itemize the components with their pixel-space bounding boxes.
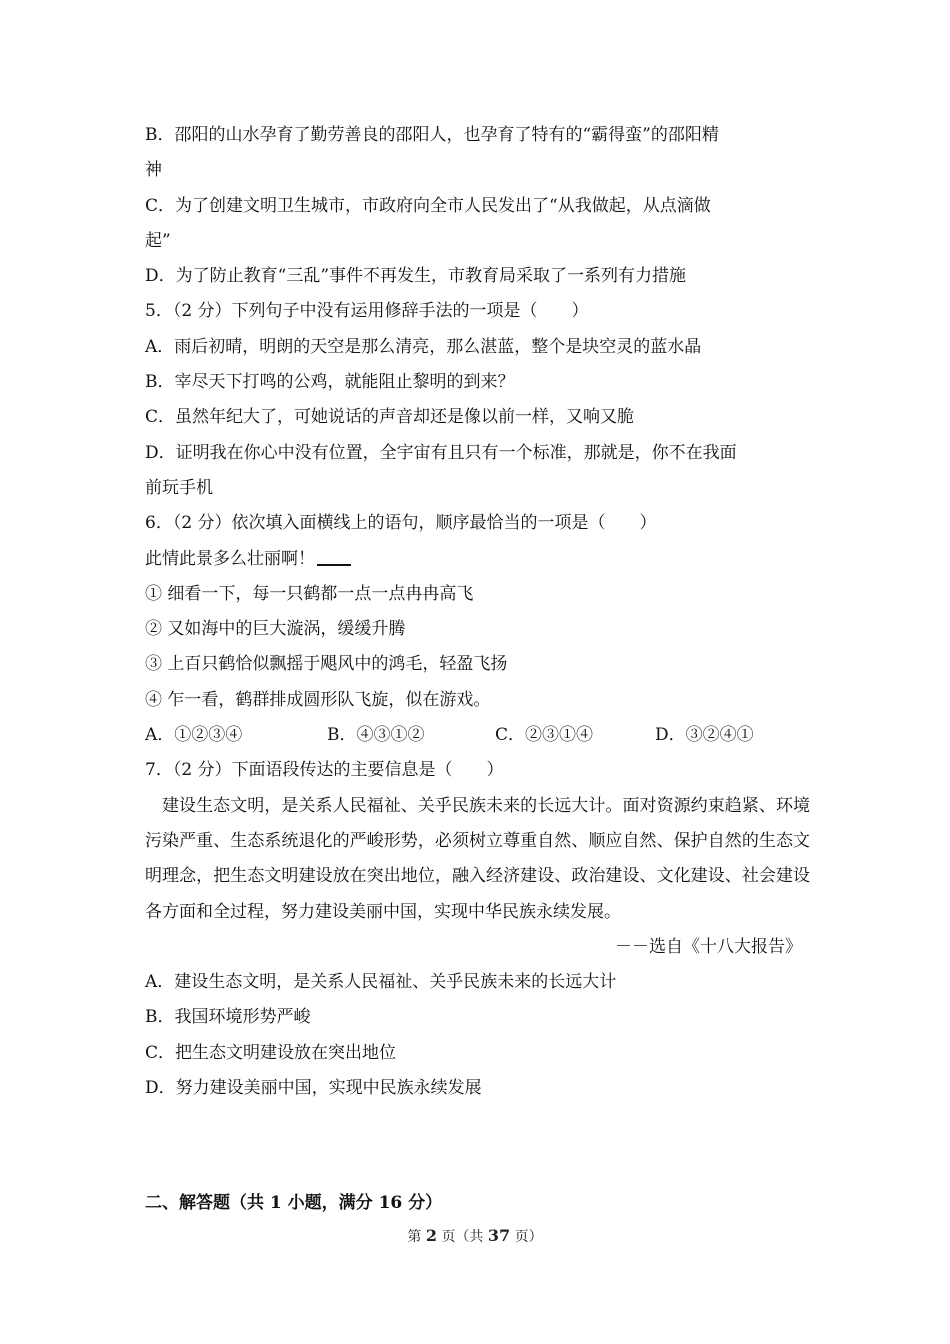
q6-sentence-2: ② 又如海中的巨大漩涡，缓缓升腾 (145, 619, 406, 640)
q7-option-c: C．把生态文明建设放在突出地位 (145, 1042, 397, 1063)
q4-option-c-line1: C．为了创建文明卫生城市，市政府向全市人民发出了“从我做起，从点滴做 (145, 195, 711, 216)
q6-options (145, 718, 810, 753)
q4-option-d: D．为了防止教育“三乱”事件不再发生，市教育局采取了一系列有力措施 (145, 266, 687, 287)
q6-lead-text: 此情此景多么壮丽啊！ (145, 548, 315, 569)
footer-suffix: 页） (514, 1229, 543, 1245)
q6-option-b: B．④③①② (327, 725, 425, 746)
q7-option-b: B．我国环境形势严峻 (145, 1007, 311, 1028)
q7-passage: 建设生态文明，是关系人民福祉、关乎民族未来的长远大计。面对资源约束趋紧、环境污染严重、生态系统退化的严峻形势，必须树立尊重自然、顺应自然、保护自然的生态文明理念，把生态文明建设放在突出地位，融入经济建设、政治建设、文化建设、社会建设各方面和全过程，努力建设美丽中国，实现中华民族永续发展。 (145, 795, 810, 922)
q5-option-c: C．虽然年纪大了，可她说话的声音却还是像以前一样，又响又脆 (145, 407, 635, 428)
q5-option-a: A．雨后初晴，明朗的天空是那么清亮，那么湛蓝，整个是块空灵的蓝水晶 (145, 336, 702, 357)
q4-option-c-line2: 起” (145, 230, 171, 251)
footer-page-number: 2 (425, 1226, 437, 1245)
fill-blank-line (317, 546, 351, 566)
section-title: 二、解答题（共 1 小题，满分 16 分） (145, 1193, 443, 1213)
q6-sentence-3: ③ 上百只鹤恰似飘摇于飓风中的鸿毛，轻盈飞扬 (145, 654, 508, 675)
q6-option-d: D．③②④① (655, 725, 754, 746)
q6-option-c: C．②③①④ (495, 725, 594, 746)
q7-stem: 7．（2 分）下面语段传达的主要信息是（ ） (145, 760, 504, 781)
q6-option-a: A．①②③④ (145, 725, 243, 746)
q7-option-a: A．建设生态文明，是关系人民福祉、关乎民族未来的长远大计 (145, 972, 617, 993)
q6-stem: 6．（2 分）依次填入面横线上的语句，顺序最恰当的一项是（ ） (145, 513, 657, 534)
q6-sentence-1: ① 细看一下，每一只鹤都一点一点冉冉高飞 (145, 583, 474, 604)
q5-option-d-line1: D．证明我在你心中没有位置，全宇宙有且只有一个标准，那就是，你不在我面 (145, 442, 737, 463)
question-content (145, 118, 810, 1106)
q7-source: －－选自《十八大报告》 (615, 936, 802, 957)
q6-sentence-4: ④ 乍一看，鹤群排成圆形队飞旋，似在游戏。 (145, 689, 491, 710)
q4-option-b-line2: 神 (145, 160, 162, 181)
footer-mid: 页（共 (441, 1229, 484, 1245)
footer-total-pages: 37 (487, 1226, 511, 1245)
q5-option-d-line2: 前玩手机 (145, 477, 213, 498)
q5-stem: 5．（2 分）下列句子中没有运用修辞手法的一项是（ ） (145, 301, 589, 322)
page-footer (0, 1226, 950, 1246)
q5-option-b: B．宰尽天下打鸣的公鸡，就能阻止黎明的到来？ (145, 372, 515, 393)
footer-prefix: 第 (407, 1229, 422, 1245)
q4-option-b-line1: B．邵阳的山水孕育了勤劳善良的邵阳人，也孕育了特有的“霸得蛮”的邵阳精 (145, 125, 719, 145)
q6-lead (145, 542, 810, 577)
q7-option-d: D．努力建设美丽中国，实现中民族永续发展 (145, 1078, 482, 1099)
